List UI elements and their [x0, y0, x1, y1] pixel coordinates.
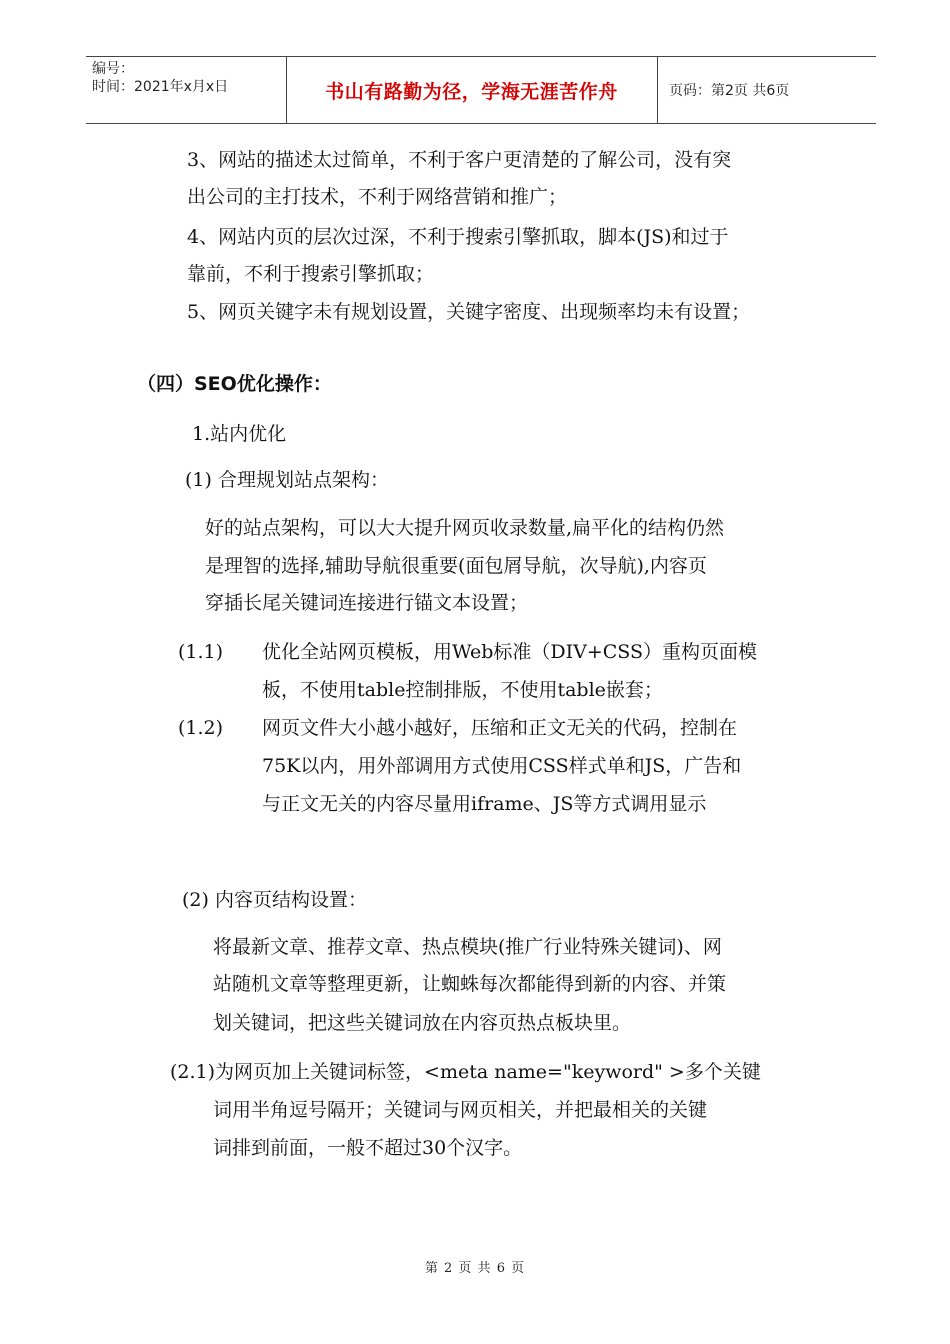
item-2-1-line-1: (2.1)为网页加上关键词标签，<meta name="keyword" >多个关键 [170, 1061, 761, 1083]
header-divider-right [657, 56, 658, 124]
paragraph-3-line-1: 3、网站的描述太过简单，不利于客户更清楚的了解公司，没有突 [187, 149, 732, 171]
section-4-title: （四）SEO优化操作： [137, 373, 332, 395]
header-meta [92, 60, 228, 96]
header-motto: 书山有路勤为径，学海无涯苦作舟 [325, 80, 618, 103]
item-2-1-line-3: 词排到前面，一般不超过30个汉字。 [213, 1137, 523, 1159]
paragraph-3-line-2: 出公司的主打技术，不利于网络营销和推广； [187, 186, 568, 208]
paragraph-5-line-1: 5、网页关键字未有规划设置，关键字密度、出现频率均未有设置； [187, 301, 751, 323]
page-footer: 第 2 页 共 6 页 [424, 1261, 526, 1276]
item-1-line-2: 是理智的选择,辅助导航很重要(面包屑导航，次导航),内容页 [205, 555, 707, 577]
item-1-title: (1) 合理规划站点架构： [185, 469, 389, 491]
item-2-line-3: 划关键词，把这些关键词放在内容页热点板块里。 [213, 1012, 632, 1034]
item-1-2-line-2: 75K以内，用外部调用方式使用CSS样式单和JS，广告和 [262, 755, 742, 777]
item-1-2-number: (1.2) [178, 717, 224, 739]
item-2-1-line-2: 词用半角逗号隔开；关键词与网页相关，并把最相关的关键 [213, 1099, 708, 1121]
item-1-1-line-2: 板，不使用table控制排版，不使用table嵌套； [262, 679, 663, 701]
item-2-title: (2) 内容页结构设置： [182, 889, 367, 911]
item-1-1-line-1: 优化全站网页模板，用Web标准（DIV+CSS）重构页面模 [262, 641, 758, 663]
item-2-line-2: 站随机文章等整理更新，让蜘蛛每次都能得到新的内容、并策 [213, 973, 727, 995]
item-1-2-line-3: 与正文无关的内容尽量用iframe、JS等方式调用显示 [262, 793, 707, 815]
item-1-line-3: 穿插长尾关键词连接进行锚文本设置； [205, 592, 529, 614]
item-1-1-number: (1.1) [178, 641, 224, 663]
header-page-info: 页码：第2页 共6页 [669, 83, 790, 99]
header-time-label: 时间：2021年x月x日 [92, 79, 229, 95]
paragraph-4-line-1: 4、网站内页的层次过深，不利于搜索引擎抓取，脚本(JS)和过于 [187, 226, 729, 248]
item-1-line-1: 好的站点架构，可以大大提升网页收录数量,扁平化的结构仍然 [205, 517, 725, 539]
paragraph-4-line-2: 靠前，不利于搜索引擎抓取； [187, 263, 435, 285]
subsection-1-title: 1.站内优化 [192, 423, 287, 445]
item-2-line-1: 将最新文章、推荐文章、热点模块(推广行业特殊关键词)、网 [213, 936, 722, 958]
item-1-2-line-1: 网页文件大小越小越好，压缩和正文无关的代码，控制在 [262, 717, 738, 739]
header-number-label: 编号： [92, 61, 134, 77]
page-header [86, 56, 876, 124]
